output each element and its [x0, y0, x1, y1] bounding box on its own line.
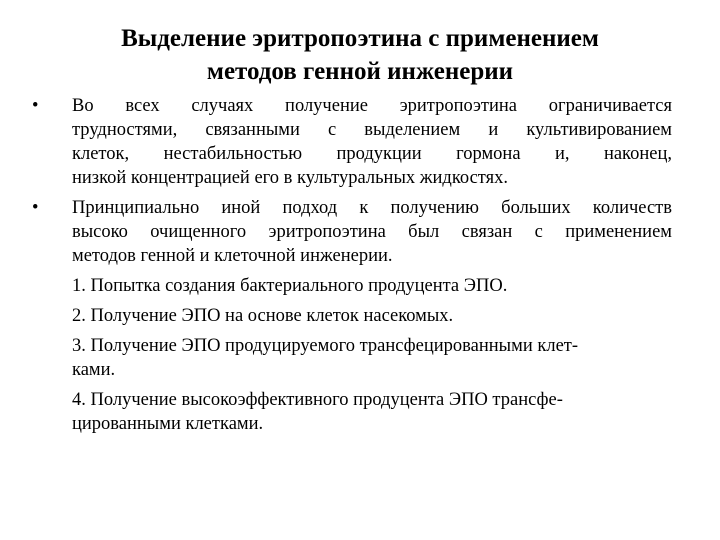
bullet-marker: • [32, 96, 39, 116]
bullet-text-line: высоко очищенного эритропоэтина был связан с применением [72, 222, 672, 242]
numbered-item-text: 3. Получение ЭПО продуцируемого трансфецированными клет- [72, 336, 579, 356]
bullet-text-line: трудностями, связанными с выделением и культивированием [72, 120, 672, 140]
bullet-item [32, 94, 672, 190]
bullet-marker: • [32, 198, 39, 218]
slide-content [32, 94, 672, 436]
bullet-text-line: Во всех случаях получение эритропоэтина ограничивается [72, 96, 672, 116]
slide-title [60, 22, 660, 88]
numbered-item-text: цированными клетками. [72, 414, 264, 434]
numbered-item [32, 334, 672, 382]
slide-title-line: Выделение эритропоэтина с применением [121, 25, 599, 52]
bullet-item [32, 196, 672, 268]
numbered-item-text: 2. Получение ЭПО на основе клеток насекомых. [72, 306, 454, 326]
numbered-item-text: 1. Попытка создания бактериального продуцента ЭПО. [72, 276, 508, 296]
bullet-text-line: низкой концентрацией его в культуральных жидкостях. [72, 168, 509, 188]
bullet-text-line: Принципиально иной подход к получению больших количеств [72, 198, 672, 218]
numbered-item [32, 388, 672, 436]
bullet-text-line: методов генной и клеточной инженерии. [72, 246, 393, 266]
bullet-text-line: клеток, нестабильностью продукции гормона и, наконец, [72, 144, 672, 164]
numbered-item [32, 304, 672, 328]
numbered-item-text: ками. [72, 360, 116, 380]
numbered-item-text: 4. Получение высокоэффективного продуцента ЭПО трансфе- [72, 390, 563, 410]
slide-title-line: методов генной инженерии [206, 58, 514, 85]
numbered-item [32, 274, 672, 298]
